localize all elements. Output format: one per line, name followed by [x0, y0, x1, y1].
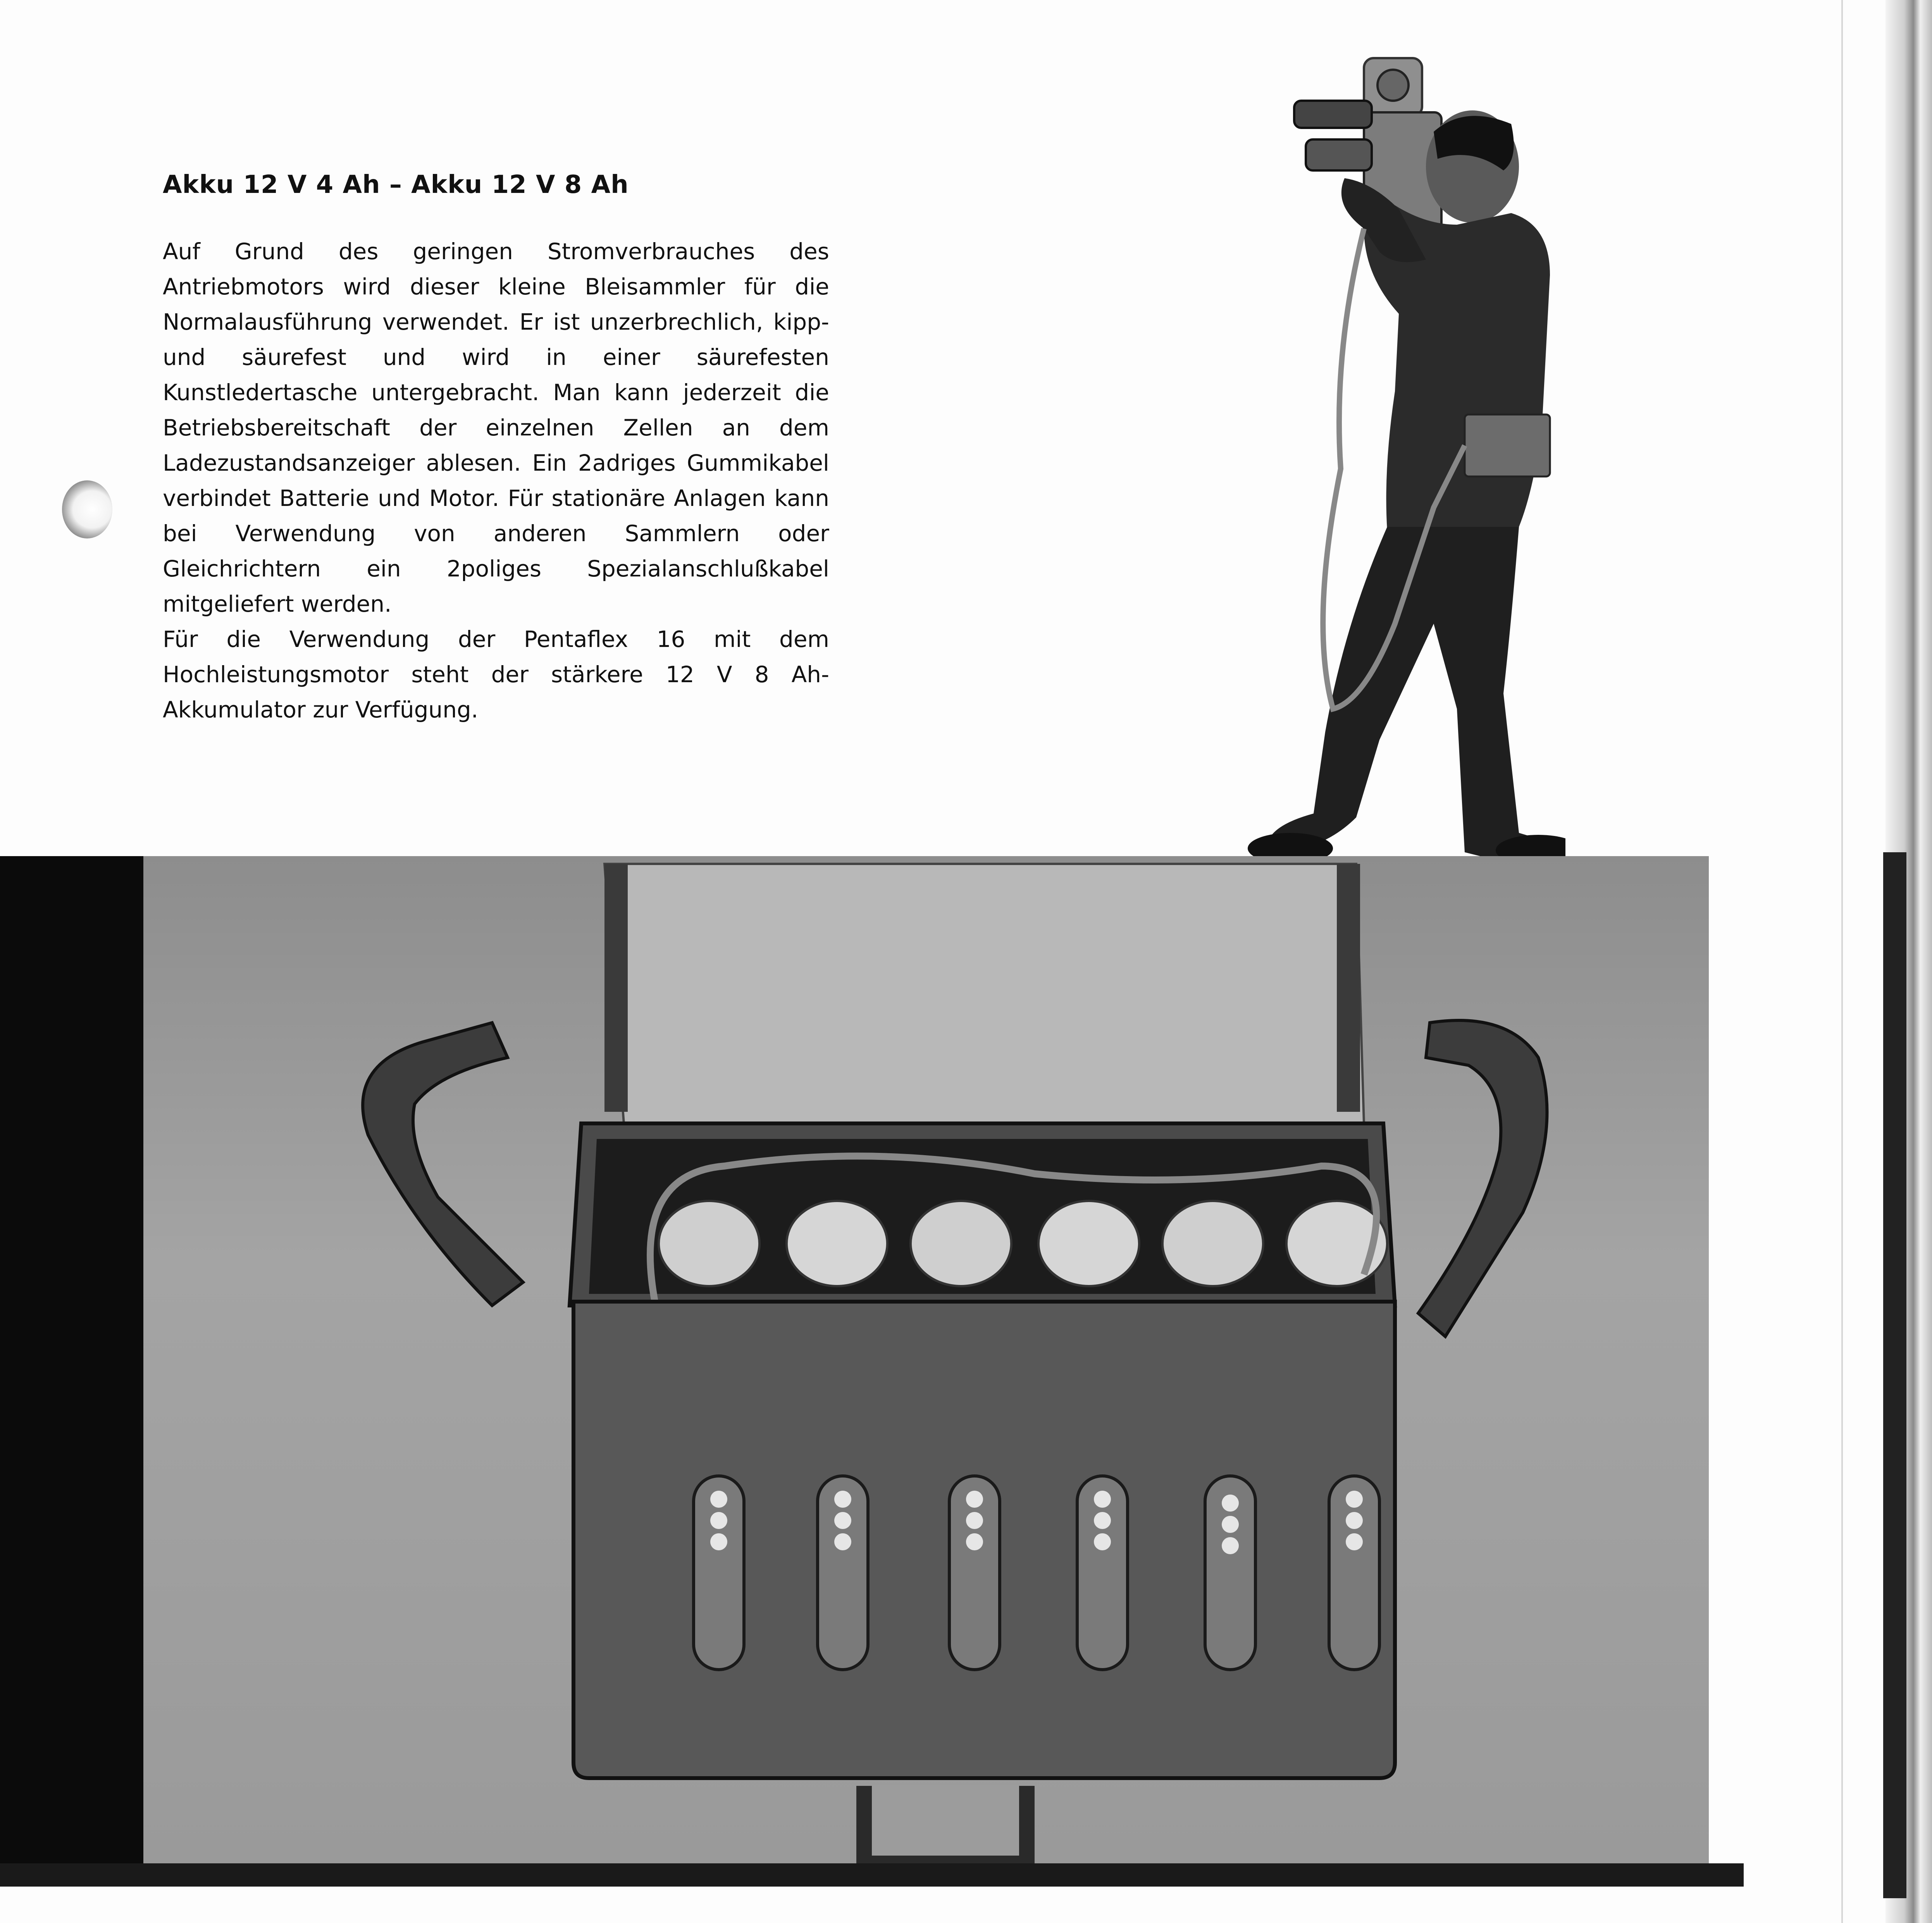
text-block [163, 170, 829, 728]
photo-dark-band [0, 856, 151, 1863]
cameraman-photo [1217, 43, 1565, 883]
punch-hole-top [62, 480, 112, 538]
body-paragraph-2: Für die Verwendung der Pentaflex 16 mit dem Hochleistungsmotor steht der stärkere 12 V 8 Ah-Akkumulator zur Verfügung. [163, 626, 829, 723]
battery-bag-photo [143, 856, 1709, 1867]
photo-bottom-shadow [0, 1863, 1744, 1887]
battery-bag-illustration [143, 856, 1709, 1867]
body-paragraph-1: Auf Grund des geringen Stromverbrauches des Antriebmotors wird dieser kleine Bleisammler für die Normalausführung verwendet. Er ist unzerbrechlich, kipp- und säurefest und wird in einer säurefesten Kunstledertasche untergebracht. Man kann jederzeit die Betriebsbereitschaft der einzelnen Zellen an dem Ladezustandsanzeiger ablesen. Ein 2adriges Gummikabel verbindet Batterie und Motor. Für stationäre Anlagen kann bei Verwendung von anderen Sammlern oder Gleichrichtern ein 2poliges Spezialanschlußkabel mitgeliefert werden. [163, 238, 829, 617]
page-heading: Akku 12 V 4 Ah – Akku 12 V 8 Ah [163, 170, 629, 199]
page-binding-strip [1883, 852, 1906, 1898]
page-fold-line [1841, 0, 1843, 1923]
